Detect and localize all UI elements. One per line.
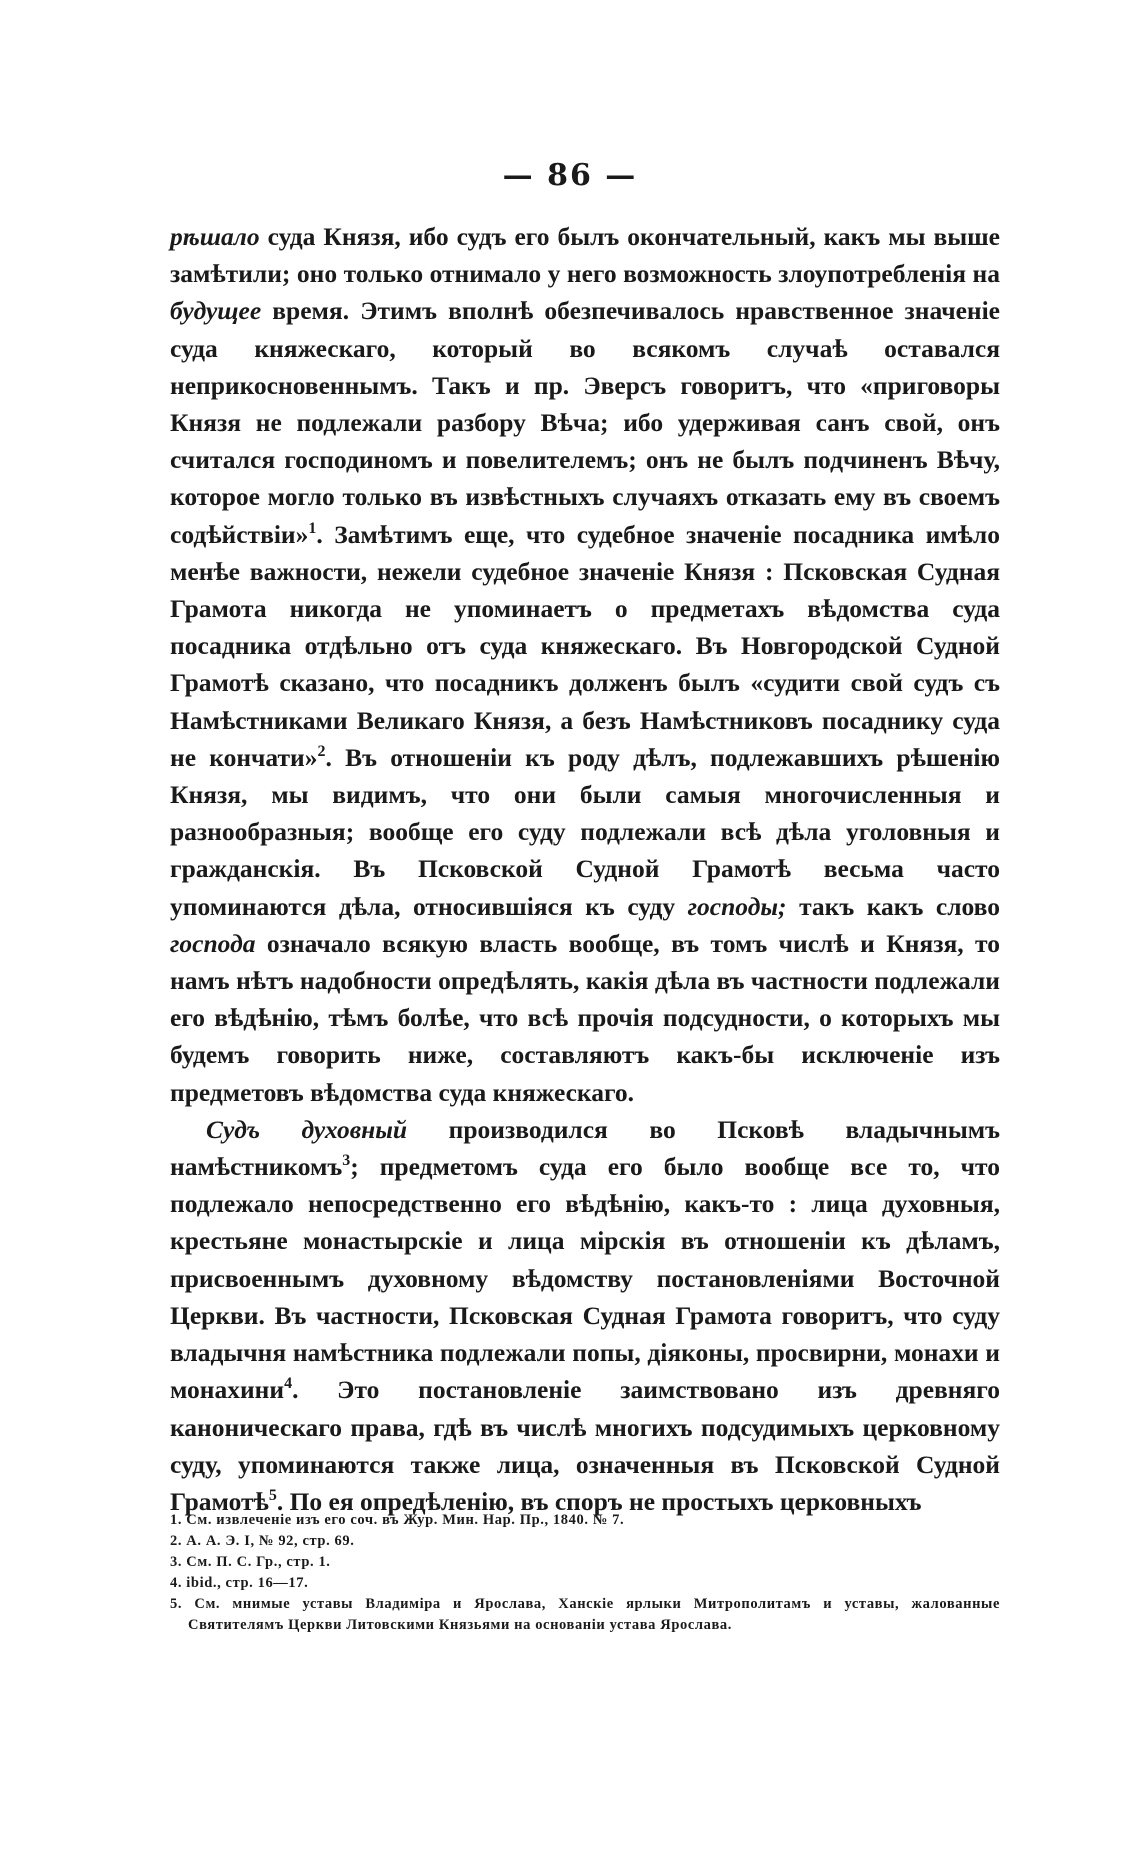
text-run: производился во Псковѣ владычнымъ намѣстникомъ: [170, 1114, 1000, 1182]
main-text: [170, 218, 1000, 1520]
footnote-4: 4. ibid., стр. 16—17.: [170, 1575, 309, 1591]
italic-term-sud-dukhovny: Судъ духовный: [206, 1114, 408, 1144]
text-run: . Замѣтимъ еще, что судебное значеніе посадника имѣло менѣе важности, нежели судебное значеніе Князя : Псковская Судная Грамота никогда не упоминаетъ о предметахъ вѣдомства суда посадника отдѣльно отъ суда княжескаго. Въ Новгородской Судной Грамотѣ сказано, что посадникъ долженъ былъ «судити свой судъ съ Намѣстниками Великаго Князя, а безъ Намѣстниковъ посаднику суда не кончати»: [170, 519, 1000, 772]
footnote-5: 5. См. мнимые уставы Владиміра и Ярослава, Ханскіе ярлыки Митрополитамъ и уставы, жалованные Святителямъ Церкви Литовскими Князьями на основаніи устава Ярослава.: [170, 1596, 1000, 1633]
footnote-ref-5[interactable]: 5: [268, 1486, 277, 1504]
footnote-ref-3[interactable]: 3: [342, 1152, 351, 1170]
italic-term-reshalo: рѣшало: [170, 222, 260, 251]
text-run: . Это постановленіе заимствовано изъ древняго каноническаго права, гдѣ въ числѣ многихъ подсудимыхъ церковному суду, упоминаются также лица, означенныя въ Псковской Судной Грамотѣ: [170, 1375, 1000, 1516]
text-run: такъ какъ слово: [786, 891, 1000, 921]
italic-term-gospody: господы;: [687, 891, 787, 921]
footnote-2: 2. А. А. Э. I, № 92, стр. 69.: [170, 1533, 355, 1549]
text-run: означало всякую власть вообще, въ томъ числѣ и Князя, то намъ нѣтъ надобности опредѣлять, какія дѣла въ частности подлежали его вѣдѣнію, тѣмъ болѣе, что всѣ прочія подсудности, о которыхъ мы будемъ говорить ниже, составляютъ какъ-бы исключеніе изъ предметовъ вѣдомства суда княжескаго.: [170, 928, 1000, 1107]
text-run: . Въ отношеніи къ роду дѣлъ, подлежавшихъ рѣшенію Князя, мы видимъ, что они были самыя многочисленныя и разнообразныя; вообще его суду подлежали всѣ дѣла уголовныя и гражданскія. Въ Псковской Судной Грамотѣ весьма часто упоминаются дѣла, относившіяся къ суду: [170, 742, 1001, 921]
footnote-ref-4[interactable]: 4: [284, 1375, 293, 1393]
footnote-1: 1. См. извлеченіе изъ его соч. въ Жур. Мин. Нар. Пр., 1840. № 7.: [170, 1512, 625, 1528]
text-run: ; предметомъ суда его было вообще все то, что подлежало непосредственно его вѣдѣнію, какъ-то : лица духовныя, крестьяне монастырскіе и лица мірскія въ отношеніи къ дѣламъ, присвоеннымъ духовному вѣдомству постановленіями Восточной Церкви. Въ частности, Псковская Судная Грамота говоритъ, что суду владычня намѣстника подлежали попы, діяконы, просвирни, монахи и монахини: [170, 1152, 1000, 1405]
footnotes: [170, 1510, 1000, 1636]
footnote-ref-1[interactable]: 1: [308, 519, 317, 537]
text-run: . По ея опредѣленію, въ споръ не простыхъ церковныхъ: [276, 1486, 922, 1516]
text-run: время. Этимъ вполнѣ обезпечивалось нравственное значеніе суда княжескаго, который во всякомъ случаѣ оставался неприкосновеннымъ. Такъ и пр. Эверсъ говоритъ, что «приговоры Князя не подлежали разбору Вѣча; ибо удерживая санъ свой, онъ считался господиномъ и повелителемъ; онъ не былъ подчиненъ Вѣчу, которое могло только въ извѣстныхъ случаяхъ отказать ему въ своемъ содѣйствіи»: [170, 296, 1000, 549]
text-run: суда Князя, ибо судъ его былъ окончательный, какъ мы выше замѣтили; оно только отнимало у него возможность злоупотребленія на: [170, 222, 1000, 289]
page-number: — 86 —: [502, 158, 638, 193]
paragraph-2: [170, 1111, 1000, 1520]
italic-term-gospoda: господа: [170, 928, 256, 958]
footnote-3: 3. См. П. С. Гр., стр. 1.: [170, 1554, 331, 1570]
footnote-ref-2[interactable]: 2: [317, 742, 326, 760]
italic-term-budushchee: будущее: [170, 296, 262, 326]
paragraph-1: [170, 218, 1000, 1111]
